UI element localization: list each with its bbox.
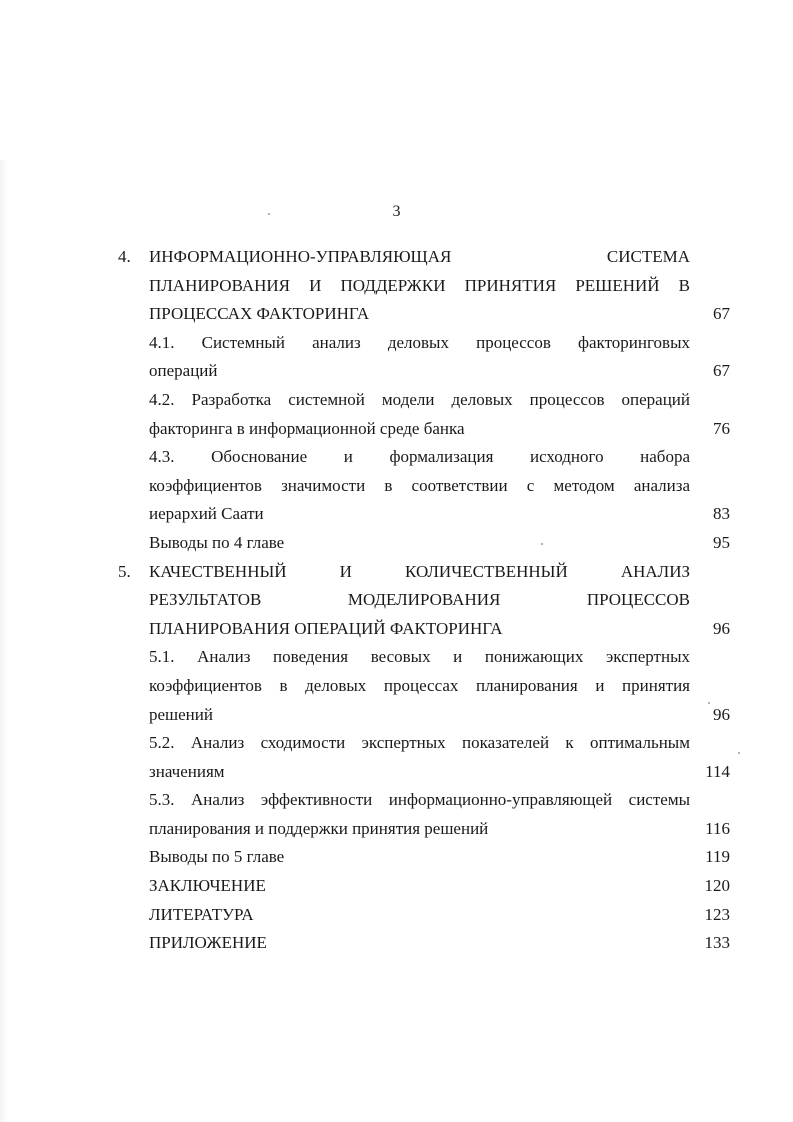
toc-entry-4-1 (118, 329, 730, 386)
section-title (149, 929, 690, 958)
toc-entry-4-2 (118, 386, 730, 443)
scan-shadow (0, 160, 8, 1122)
title-line: ПЛАНИРОВАНИЯ ОПЕРАЦИЙ ФАКТОРИНГА (149, 618, 503, 638)
section-title (149, 901, 690, 930)
page-ref: 120 (704, 876, 730, 896)
title-line: ИНФОРМАЦИОННО-УПРАВЛЯЮЩАЯ СИСТЕМА (149, 247, 690, 266)
title-line: факторинга в информационной среде банка (149, 418, 465, 438)
title-line: значениям (149, 761, 225, 781)
title-line: 4.3. Обоснование и формализация исходного набора (149, 447, 690, 467)
page-ref: 96 (713, 704, 730, 724)
page-ref: 83 (713, 504, 730, 524)
page-ref: 67 (713, 361, 730, 381)
toc-entry-5-3 (118, 786, 730, 843)
title-line: 4.1. Системный анализ деловых процессов факторинговых (149, 332, 690, 352)
title-line: Выводы по 4 главе (149, 532, 285, 552)
page-ref: 123 (704, 904, 730, 924)
section-title (149, 843, 690, 872)
title-line: 5.2. Анализ сходимости экспертных показателей к оптимальным (149, 733, 690, 753)
title-line: ПЛАНИРОВАНИЯ И ПОДДЕРЖКИ ПРИНЯТИЯ РЕШЕНИЙ В (149, 275, 690, 295)
title-line: ЗАКЛЮЧЕНИЕ (149, 876, 266, 896)
title-line: 5.3. Анализ эффективности информационно-управляющей системы (149, 790, 690, 810)
page-ref: 67 (713, 304, 730, 324)
section-title (149, 329, 690, 386)
toc-entry-conclusions-5 (118, 843, 730, 872)
page-number: 3 (392, 203, 401, 220)
page-ref: 114 (705, 761, 730, 781)
title-line: коэффициентов значимости в соответствии с методом анализа (149, 475, 690, 495)
chapter-number: 4. (118, 247, 131, 266)
toc-entry-5-1 (118, 643, 730, 729)
scan-speck (738, 752, 740, 754)
section-title (149, 872, 690, 901)
title-line: КАЧЕСТВЕННЫЙ И КОЛИЧЕСТВЕННЫЙ АНАЛИЗ (149, 561, 690, 581)
section-title (149, 386, 690, 443)
section-title (149, 786, 690, 843)
section-title (149, 443, 690, 529)
page-ref: 133 (704, 933, 730, 953)
title-line: коэффициентов в деловых процессах планирования и принятия (149, 675, 690, 695)
section-title (149, 529, 690, 558)
title-line: ПРОЦЕССАХ ФАКТОРИНГА (149, 304, 370, 324)
title-line: ПРИЛОЖЕНИЕ (149, 933, 267, 953)
toc-entry-appendix (118, 929, 730, 958)
toc-entry-literature (118, 901, 730, 930)
toc-entry-chapter-5 (118, 558, 730, 644)
section-title (149, 729, 690, 786)
table-of-contents (118, 243, 730, 958)
page-ref: 119 (705, 847, 730, 867)
title-line: 5.1. Анализ поведения весовых и понижающих экспертных (149, 647, 690, 667)
toc-entry-5-2 (118, 729, 730, 786)
toc-entry-4-3 (118, 443, 730, 529)
scan-speck (541, 543, 543, 545)
title-line: планирования и поддержки принятия решений (149, 818, 489, 838)
page-ref: 116 (705, 818, 730, 838)
toc-entry-chapter-4 (118, 243, 730, 329)
title-line: операций (149, 361, 218, 381)
toc-entry-conclusion (118, 872, 730, 901)
toc-entry-conclusions-4 (118, 529, 730, 558)
section-title (149, 643, 690, 729)
scan-speck (708, 702, 710, 704)
title-line: 4.2. Разработка системной модели деловых процессов операций (149, 389, 690, 409)
scan-speck (268, 213, 270, 215)
chapter-number: 5. (118, 561, 131, 581)
title-line: иерархий Саати (149, 504, 264, 524)
chapter-title (149, 243, 690, 329)
chapter-title (149, 558, 690, 644)
page-ref: 96 (713, 618, 730, 638)
page-ref: 95 (713, 532, 730, 552)
title-line: ЛИТЕРАТУРА (149, 904, 254, 924)
title-line: решений (149, 704, 213, 724)
page-ref: 76 (713, 418, 730, 438)
title-line: Выводы по 5 главе (149, 847, 285, 867)
title-line: РЕЗУЛЬТАТОВ МОДЕЛИРОВАНИЯ ПРОЦЕССОВ (149, 590, 690, 610)
